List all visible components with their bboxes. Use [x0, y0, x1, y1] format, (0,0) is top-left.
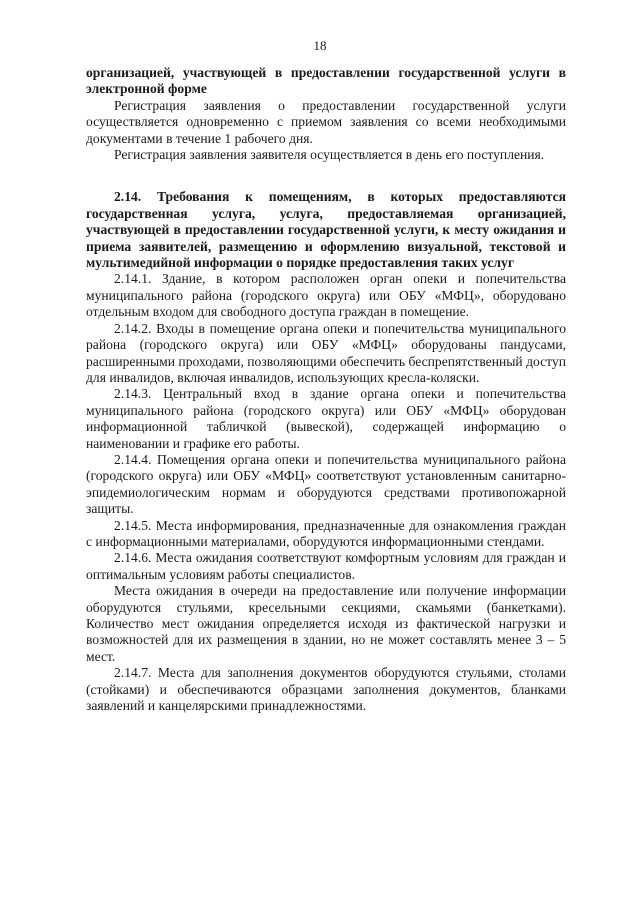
intro-paragraph-registration: Регистрация заявления о предоставлении государственной услуги осуществляется одновременно с приемом заявления со всеми необходимыми документами в течение 1 рабочего дня.: [86, 97, 566, 146]
paragraph-waiting-places: Места ожидания в очереди на предоставление или получение информации оборудуются стульями, кресельными секциями, скамьями (банкетками). Количество мест ожидания определяется исходя из фактической нагрузки и возможностей для их размещения в здании, но не может составлять менее 3 – 5 мест.: [86, 583, 566, 664]
paragraph-2-14-5: 2.14.5. Места информирования, предназначенные для ознакомления граждан с информационными материалами, оборудуются информационными стендами.: [86, 517, 566, 549]
page-number: 18: [313, 38, 327, 53]
paragraph-2-14-1: 2.14.1. Здание, в котором расположен орган опеки и попечительства муниципального района (городского округа) или ОБУ «МФЦ», оборудовано отдельным входом для свободного доступа граждан в помещение.: [86, 271, 566, 320]
page-content: [86, 65, 566, 714]
section-heading-2-14: 2.14. Требования к помещениям, в которых предоставляются государственная услуга, услуга, предоставляемая организацией, участвующей в предоставлении государственной услуги, к месту ожидания и приема заявителей, размещению и оформлению визуальной, текстовой и мультимедийной информации о порядке предоставления таких услуг: [86, 189, 566, 271]
intro-bold-text: организацией, участвующей в предоставлении государственной услуги в электронной форме: [86, 65, 566, 97]
paragraph-2-14-6: 2.14.6. Места ожидания соответствуют комфортным условиям для граждан и оптимальным условиям работы специалистов.: [86, 550, 566, 582]
paragraph-2-14-4: 2.14.4. Помещения органа опеки и попечительства муниципального района (городского округа) или ОБУ «МФЦ» соответствуют установленным санитарно-эпидемиологическим нормам и оборудуются средствами противопожарной защиты.: [86, 451, 566, 517]
paragraph-2-14-7: 2.14.7. Места для заполнения документов оборудуются стульями, столами (стойками) и обеспечиваются образцами заполнения документов, бланками заявлений и канцелярскими принадлежностями.: [86, 665, 566, 714]
intro-paragraph-registration-day: Регистрация заявления заявителя осуществляется в день его поступления.: [114, 147, 545, 163]
paragraph-2-14-2: 2.14.2. Входы в помещение органа опеки и попечительства муниципального района (городского округа) или ОБУ «МФЦ» оборудованы пандусами, расширенными проходами, позволяющими обеспечить беспрепятственный доступ для инвалидов, включая инвалидов, использующих кресла-коляски.: [86, 320, 566, 385]
paragraph-2-14-3: 2.14.3. Центральный вход в здание органа опеки и попечительства муниципального района (городского округа) или ОБУ «МФЦ» оборудован информационной табличкой (вывеской), содержащей информацию о наименовании и графике его работы.: [86, 386, 566, 451]
